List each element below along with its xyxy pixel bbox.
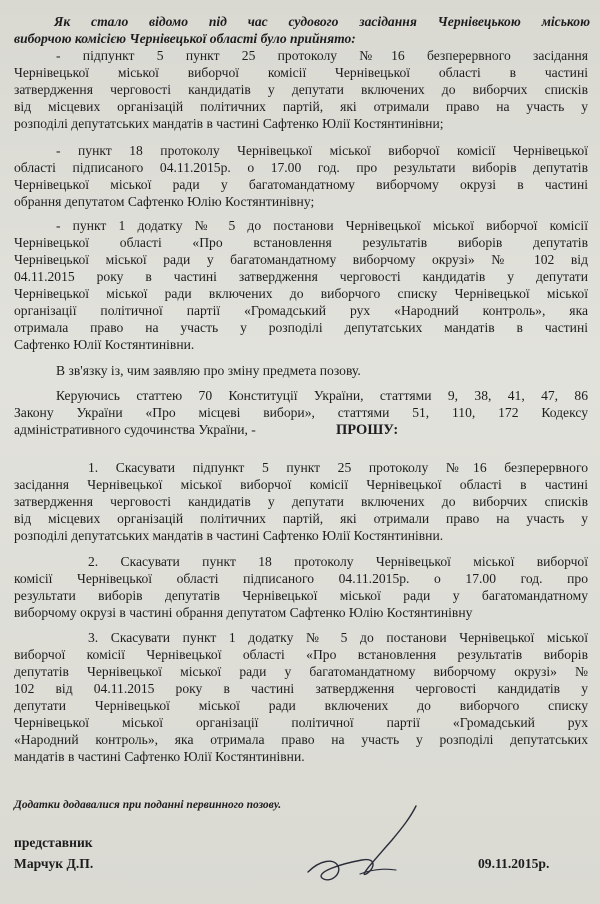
item-c-line-5: Чернівецької міської ради включених до виборчого списку Чернівецької міської bbox=[14, 286, 588, 301]
request-1-line-1: 1. Скасувати підпункт 5 пункт 25 протоколу №16 безперервного bbox=[88, 460, 588, 475]
handwritten-signature bbox=[300, 800, 420, 890]
item-c-line-3: Чернівецької міської ради у багатомандатному виборчому окрузі» № 102 від bbox=[14, 252, 588, 267]
request-3-line-6: Чернівецької міської організації політичної партії «Громадський рух bbox=[14, 715, 588, 730]
request-3-line-8: мандатів в частині Сафтенко Юлії Костянтинівни. bbox=[14, 749, 305, 764]
item-a-line-2: Чернівецької міської виборчої комісії Чернівецької області в частині bbox=[14, 65, 588, 80]
request-3-line-7: «Народний контроль», яка отримала право на участь у розподілі депутатських bbox=[14, 732, 588, 747]
item-c-line-1: - пункт 1 додатку № 5 до постанови Чернівецької міської виборчої комісії bbox=[56, 218, 588, 233]
item-b-line-4: обрання депутатом Сафтенко Юлію Костянтинівну; bbox=[14, 194, 315, 209]
legal-basis-line-2: Закону України «Про місцеві вибори», статтями 51, 110, 172 Кодексу bbox=[14, 405, 588, 420]
request-2-line-2: комісії Чернівецької області підписаного 04.11.2015р. о 17.00 год. про bbox=[14, 571, 588, 586]
request-1-line-3: затвердження черговості кандидатів у депутати включених до виборчих списків bbox=[14, 494, 588, 509]
legal-basis-line-1: Керуючись статтею 70 Конституції України, статтями 9, 38, 41, 47, 86 bbox=[56, 388, 588, 403]
item-c-line-4: 04.11.2015 року в частині затвердження черговості кандидатів у депутати bbox=[14, 269, 588, 284]
request-1-line-2: засідання Чернівецької міської виборчої комісії Чернівецької області в частині bbox=[14, 477, 588, 492]
signature-date: 09.11.2015р. bbox=[478, 856, 550, 871]
item-b-line-2: області підписаного 04.11.2015р. о 17.00 год. про результати виборів депутатів bbox=[14, 160, 588, 175]
request-3-line-5: депутати Чернівецької міської ради включених до виборчого списку bbox=[14, 698, 588, 713]
request-2-line-1: 2. Скасувати пункт 18 протоколу Чернівецької міської виборчої bbox=[88, 554, 588, 569]
item-b-line-3: Чернівецької міської ради у багатомандатному виборчому окрузі в частині bbox=[14, 177, 588, 192]
item-c-line-2: Чернівецької області «Про встановлення результатів виборів депутатів bbox=[14, 235, 588, 250]
request-3-line-1: 3. Скасувати пункт 1 додатку № 5 до постанови Чернівецької міської bbox=[88, 630, 588, 645]
request-heading: ПРОШУ: bbox=[336, 422, 399, 438]
attachments-note: Додатки додавалися при поданні первинного позову. bbox=[14, 799, 282, 811]
request-2-line-4: виборчому окрузі в частині обрання депутатом Сафтенко Юлію Костянтинівну bbox=[14, 605, 473, 620]
item-a-line-4: від місцевих організацій політичних партій, які отримали право на участь у bbox=[14, 99, 588, 114]
request-1-line-5: розподілі депутатських мандатів в частині Сафтенко Юлії Костянтинівни. bbox=[14, 528, 444, 543]
item-a-line-3: затвердження черговості кандидатів у депутати включених до виборчих списків bbox=[14, 82, 588, 97]
request-3-line-3: депутатів Чернівецької міської ради у багатомандатному виборчому окрузі» № bbox=[14, 664, 588, 679]
item-c-line-6: організації політичної партії «Громадський рух «Народний контроль», яка bbox=[14, 303, 588, 318]
request-3-line-2: виборчої комісії Чернівецької області «Про встановлення результатів виборів bbox=[14, 647, 588, 662]
request-2-line-3: результати виборів депутатів Чернівецької міської ради у багатомандатному bbox=[14, 588, 588, 603]
intro-line-1: Як стало відомо під час судового засідання Чернівецькою міською bbox=[54, 14, 590, 29]
item-c-line-8: Сафтенко Юлії Костянтинівни. bbox=[14, 337, 195, 352]
representative-label: представник bbox=[14, 835, 93, 850]
representative-name: Марчук Д.П. bbox=[14, 856, 94, 871]
legal-basis-line-3: адміністративного судочинства України, - bbox=[14, 422, 256, 437]
item-a-line-5: розподілі депутатських мандатів в частині Сафтенко Юлії Костянтинівни; bbox=[14, 116, 444, 131]
change-subject-line: В зв'язку із, чим заявляю про зміну предмета позову. bbox=[56, 363, 361, 378]
request-3-line-4: 102 від 04.11.2015 року в частині затвердження черговості кандидатів у bbox=[14, 681, 588, 696]
item-c-line-7: отримала право на участь у розподілі депутатських мандатів в частині bbox=[14, 320, 588, 335]
item-a-line-1: - підпункт 5 пункт 25 протоколу №16 безперервного засідання bbox=[56, 48, 588, 63]
request-1-line-4: від місцевих організацій політичних партій, які отримали право на участь у bbox=[14, 511, 588, 526]
item-b-line-1: - пункт 18 протоколу Чернівецької міської виборчої комісії Чернівецької bbox=[56, 143, 588, 158]
intro-line-2: виборчою комісією Чернівецької області було прийнято: bbox=[14, 31, 356, 46]
